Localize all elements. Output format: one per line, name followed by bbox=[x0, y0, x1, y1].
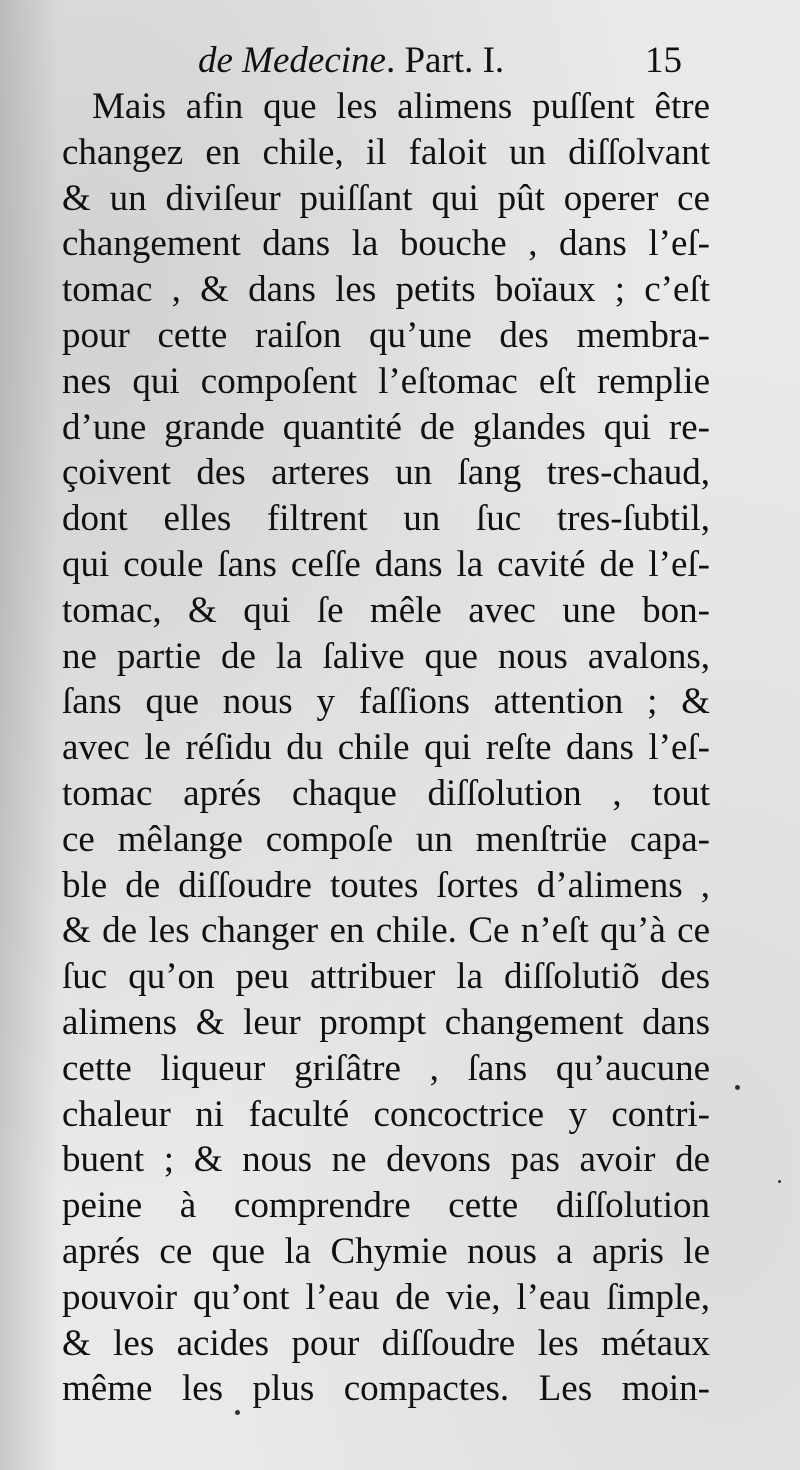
running-title-separator: . bbox=[385, 40, 405, 81]
text-line: avec le réſidu du chile qui reſte dans l’eſ- bbox=[62, 727, 710, 769]
text-line: ne partie de la ſalive que nous avalons, bbox=[62, 635, 710, 677]
text-line: ce mêlange compoſe un menſtrüe capa- bbox=[62, 818, 710, 860]
text-line: dont elles filtrent un ſuc tres-ſubtil, bbox=[62, 498, 710, 540]
text-line: tomac aprés chaque diſſolution , tout bbox=[62, 772, 710, 814]
text-line: pour cette raiſon qu’une des membra- bbox=[62, 314, 710, 356]
paper-speck bbox=[235, 1410, 240, 1415]
text-line: tomac, & qui ſe mêle avec une bon- bbox=[62, 589, 710, 631]
text-line: alimens & leur prompt changement dans bbox=[62, 1001, 710, 1043]
text-line: ſuc qu’on peu attribuer la diſſolutiõ des bbox=[62, 956, 710, 998]
text-line: ble de diſſoudre toutes ſortes d’alimens , bbox=[62, 864, 710, 906]
text-line: qui coule ſans ceſſe dans la cavité de l’eſ- bbox=[62, 543, 710, 585]
text-line: changez en chile, il faloit un diſſolvant bbox=[62, 131, 710, 173]
text-line: çoivent des arteres un ſang tres-chaud, bbox=[62, 452, 710, 494]
running-head bbox=[180, 36, 700, 86]
text-line: cette liqueur griſâtre , ſans qu’aucune bbox=[62, 1047, 710, 1089]
text-line: aprés ce que la Chymie nous a apris le bbox=[62, 1230, 710, 1272]
text-line: peine à comprendre cette diſſolution bbox=[62, 1185, 710, 1227]
text-line: buent ; & nous ne devons pas avoir de bbox=[62, 1139, 710, 1181]
text-line: Mais afin que les alimens puſſent être bbox=[92, 86, 710, 127]
text-line: tomac , & dans les petits boïaux ; c’eſt bbox=[62, 269, 710, 311]
text-line: chaleur ni faculté concoctrice y contri- bbox=[62, 1093, 710, 1135]
running-title bbox=[198, 36, 504, 86]
text-line: même les plus compactes. Les moin- bbox=[62, 1368, 710, 1410]
text-line: & les acides pour diſſoudre les métaux bbox=[62, 1322, 710, 1364]
page-number: 15 bbox=[645, 40, 682, 81]
text-line: pouvoir qu’ont l’eau de vie, l’eau ſimple, bbox=[62, 1276, 710, 1318]
text-line: & un diviſeur puiſſant qui pût operer ce bbox=[62, 177, 710, 219]
text-line: & de les changer en chile. Ce n’eſt qu’à ce bbox=[62, 910, 710, 952]
text-line: ſans que nous y faſſions attention ; & bbox=[62, 681, 710, 723]
text-line: d’une grande quantité de glandes qui re- bbox=[62, 406, 710, 448]
body-text bbox=[62, 84, 710, 1412]
running-title-italic: de Medecine bbox=[198, 40, 386, 81]
running-title-part: Part. I. bbox=[404, 40, 505, 81]
paper-speck bbox=[735, 1085, 740, 1090]
text-line: nes qui compoſent l’eſtomac eſt remplie bbox=[62, 360, 710, 402]
paper-speck bbox=[778, 1180, 781, 1183]
text-line: changement dans la bouche , dans l’eſ- bbox=[62, 223, 710, 265]
